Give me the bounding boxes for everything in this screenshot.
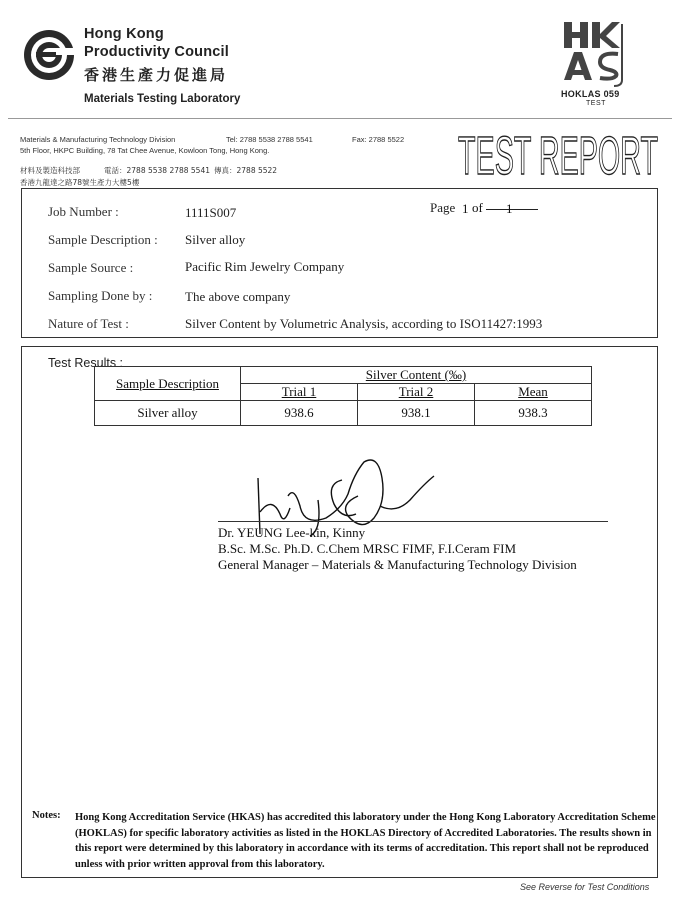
telephone: Tel: 2788 5538 2788 5541 <box>226 135 313 144</box>
page-number: 1 <box>462 201 469 216</box>
sample-description-label: Sample Description : <box>48 232 158 247</box>
results-table <box>94 366 592 426</box>
page-label: Page <box>430 200 456 215</box>
header-sample-description: Sample Description <box>95 367 241 401</box>
report-title-text: TEST REPORT <box>458 126 658 180</box>
header-mean: Mean <box>475 384 592 401</box>
nature-of-test-label: Nature of Test : <box>48 316 129 331</box>
header-trial-2: Trial 2 <box>358 384 475 401</box>
job-number-label: Job Number : <box>48 204 119 219</box>
test-report-title <box>456 124 660 180</box>
job-number-value: 1111S007 <box>185 205 237 220</box>
cell-trial-1: 938.6 <box>241 401 358 426</box>
hkpc-logo-icon <box>22 28 76 82</box>
org-name-chinese: 香港生產力促進局 <box>84 66 229 84</box>
header-silver-content: Silver Content (‰) <box>241 367 592 384</box>
address: 5th Floor, HKPC Building, 78 Tat Chee Avenue, Kowloon Tong, Hong Kong. <box>20 146 270 155</box>
sample-description-value: Silver alloy <box>185 232 246 247</box>
address-chinese: 香港九龍達之路78號生產力大樓5樓 <box>20 178 140 187</box>
header-trial-1: Trial 1 <box>241 384 358 401</box>
fax: Fax: 2788 5522 <box>352 135 405 144</box>
division-name: Materials & Manufacturing Technology Division <box>20 135 176 144</box>
hkas-accreditation-icon <box>560 18 630 88</box>
fax-chinese: 傳真：2788 5522 <box>214 166 278 175</box>
signatory-name: Dr. YEUNG Lee-kin, Kinny <box>218 525 366 540</box>
sampling-done-label: Sampling Done by : <box>48 288 153 303</box>
sample-source-label: Sample Source : <box>48 260 134 275</box>
page-of-label: of <box>472 200 483 215</box>
signatory-qualifications: B.Sc. M.Sc. Ph.D. C.Chem MRSC FIMF, F.I.Ceram FIM <box>218 541 517 556</box>
see-reverse-note: See Reverse for Test Conditions <box>520 882 650 892</box>
sample-source-value: Pacific Rim Jewelry Company <box>185 259 345 274</box>
org-name-line1: Hong Kong <box>84 26 164 42</box>
hoklas-number: HOKLAS 059 <box>561 89 620 99</box>
cell-mean: 938.3 <box>475 401 592 426</box>
signatory-title: General Manager – Materials & Manufacturing Technology Division <box>218 557 577 572</box>
notes-text: Hong Kong Accreditation Service (HKAS) has accredited this laboratory under the Hong Kong Laboratory Accreditation Scheme (HOKLAS) for specific laboratory activities as listed in the HOKLAS Directory of Accredited Laboratories. The results shown in this report were determined by this laboratory in accordance with its terms of accreditation. This report shall not be reproduced unless with prior written approval from this laboratory. <box>75 812 656 870</box>
table-row <box>95 401 592 426</box>
hoklas-test-label: TEST <box>586 100 606 107</box>
page-total: 1 <box>506 201 513 216</box>
header-divider <box>8 118 672 119</box>
division-name-chinese: 材料及製造科技部 <box>20 166 80 175</box>
table-header-row <box>95 367 592 384</box>
cell-trial-2: 938.1 <box>358 401 475 426</box>
telephone-chinese: 電話：2788 5538 2788 5541 <box>104 166 210 175</box>
cell-sample: Silver alloy <box>95 401 241 426</box>
nature-of-test-value: Silver Content by Volumetric Analysis, according to ISO11427:1993 <box>185 316 543 331</box>
notes-label: Notes: <box>32 810 61 821</box>
test-results-box <box>21 346 658 878</box>
org-name-line2: Productivity Council <box>84 44 229 60</box>
lab-name: Materials Testing Laboratory <box>84 93 241 105</box>
signature-line <box>218 521 608 522</box>
sample-info-box <box>21 188 658 338</box>
test-results-label: Test Results : <box>48 356 124 370</box>
sampling-done-value: The above company <box>185 289 291 304</box>
